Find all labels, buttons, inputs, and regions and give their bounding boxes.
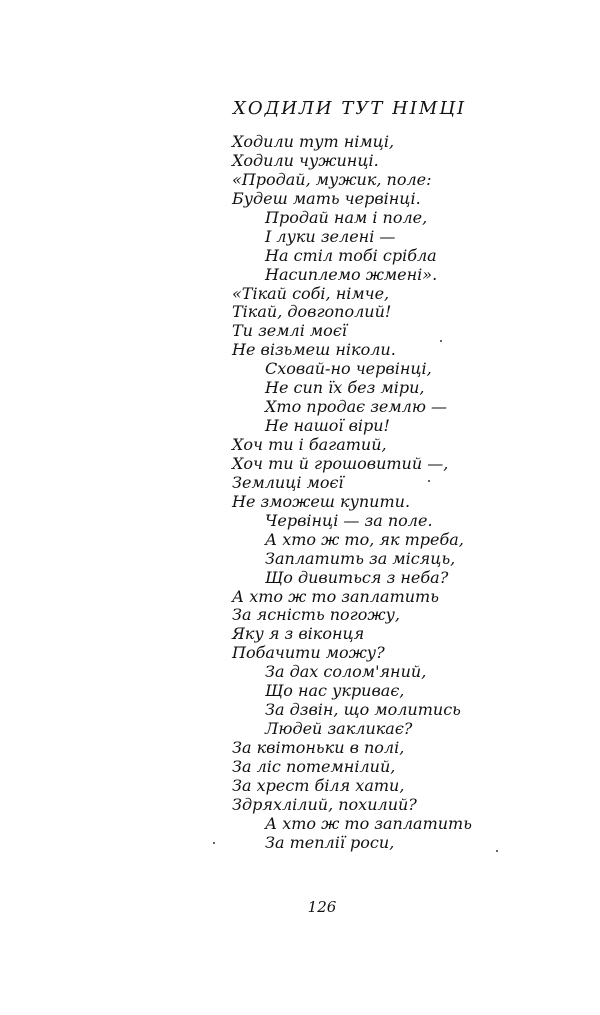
poem-line: За дзвін, що молитись <box>265 700 461 720</box>
poem-line: Яку я з віконця <box>232 624 365 644</box>
poem-line: За хрест біля хати, <box>232 775 405 795</box>
poem-line: Ходили чужинці. <box>232 150 379 170</box>
poem-body <box>232 133 472 853</box>
page-number: 126 <box>307 898 337 916</box>
poem-line: За ліс потемнілий, <box>232 756 396 776</box>
poem-line: Хто продає землю — <box>265 397 448 417</box>
poem-line: Людей закликає? <box>265 719 413 739</box>
poem-line: Червінці — за поле. <box>265 510 433 530</box>
poem-line: Ходили тут німці, <box>232 132 395 151</box>
poem-line: Не нашої віри! <box>265 416 390 436</box>
poem-line: Будеш мать червінці. <box>232 188 421 208</box>
poem-line: А хто ж то, як треба, <box>265 529 464 549</box>
poem-line: Що нас укриває, <box>265 681 405 701</box>
poem-line: «Продай, мужик, поле: <box>232 169 432 189</box>
poem-line: Ти землі моєї <box>232 321 347 341</box>
poem-line: Не сип їх без міри, <box>265 378 425 398</box>
poem-line: Тікай, довгополий! <box>232 302 392 322</box>
poem-line: А хто ж то заплатить <box>232 586 439 606</box>
poem-line: А хто ж то заплатить <box>265 813 472 833</box>
print-speck <box>496 850 498 852</box>
poem-line: Заплатить за місяць, <box>265 548 456 568</box>
poem-line: За ясність погожу, <box>232 605 400 625</box>
poem-line: І луки зелені — <box>265 226 396 246</box>
poem-line: Продай нам і поле, <box>265 207 428 227</box>
poem-line: На стіл тобі срібла <box>265 245 437 265</box>
poem-line: Що дивиться з неба? <box>265 567 449 587</box>
poem-line: Насиплемо жмені». <box>265 264 438 284</box>
poem-line: Не зможеш купити. <box>232 491 411 511</box>
poem-line: Сховай-но червінці, <box>265 359 432 379</box>
print-speck <box>428 480 430 482</box>
poem-line: Хоч ти й грошовитий —, <box>232 453 449 473</box>
poem-line: За теплії роси, <box>265 832 395 852</box>
poem-title: ХОДИЛИ ТУТ НІМЦІ <box>233 98 467 119</box>
print-speck <box>440 340 442 342</box>
poem-line: Не візьмеш ніколи. <box>232 340 396 360</box>
poem-line: За квітоньки в полі, <box>232 738 405 757</box>
poem-line: Побачити можу? <box>232 643 385 663</box>
poem-line: «Тікай собі, німче, <box>232 283 390 303</box>
poem-line: За дах солом'яний, <box>265 662 427 682</box>
poem-line: Хоч ти і багатий, <box>232 435 387 454</box>
poem-line: Землиці моєї <box>232 472 344 492</box>
print-speck <box>213 842 215 844</box>
poem-line: Здряхлілий, похилий? <box>232 794 417 814</box>
